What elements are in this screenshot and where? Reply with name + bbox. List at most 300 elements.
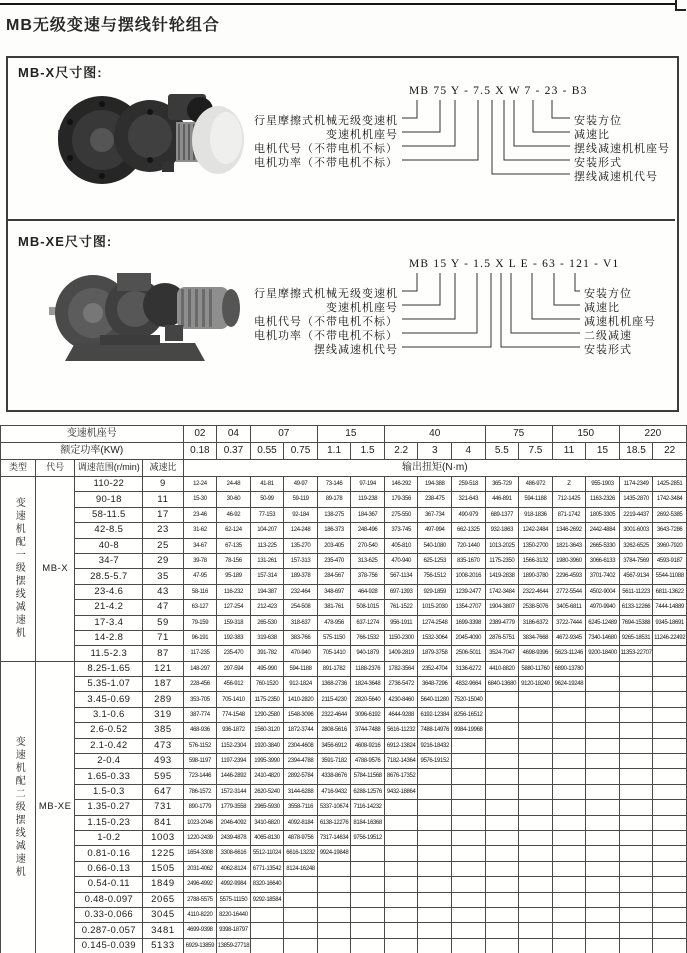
seat-group-cell: 40 xyxy=(384,426,485,443)
torque-cell: 2352-4704 xyxy=(418,661,452,676)
torque-cell: 3558-7116 xyxy=(284,800,318,815)
torque-cell: 1572-3144 xyxy=(217,784,251,799)
torque-cell xyxy=(653,677,687,692)
torque-cell xyxy=(519,692,553,707)
table-row xyxy=(1,692,687,707)
torque-cell: 2322-4644 xyxy=(317,707,351,722)
table-row xyxy=(1,754,687,769)
torque-cell: 284-567 xyxy=(317,569,351,584)
torque-cell: 2538-5076 xyxy=(519,600,553,615)
speed-cell: 34-7 xyxy=(75,553,143,568)
torque-cell xyxy=(653,692,687,707)
torque-cell: 124-248 xyxy=(284,523,318,538)
mbx-product-photo xyxy=(50,88,245,193)
torque-cell: 1013-2025 xyxy=(485,538,519,553)
torque-cell xyxy=(619,846,653,861)
table-row xyxy=(1,584,687,599)
torque-cell: 9432-18864 xyxy=(384,784,418,799)
torque-cell: 9120-18240 xyxy=(519,677,553,692)
torque-cell: 4672-9345 xyxy=(552,630,586,645)
torque-cell: 1824-3648 xyxy=(351,677,385,692)
mbxe-label-mount-form: 安装形式 xyxy=(584,344,632,356)
torque-cell: 871-1742 xyxy=(552,507,586,522)
table-row xyxy=(1,523,687,538)
torque-cell xyxy=(519,784,553,799)
torque-cell: 39-78 xyxy=(183,553,217,568)
torque-cell: 774-1548 xyxy=(217,707,251,722)
torque-cell: 31-62 xyxy=(183,523,217,538)
torque-cell xyxy=(485,830,519,845)
torque-cell xyxy=(619,754,653,769)
torque-cell: 2965-5930 xyxy=(250,800,284,815)
torque-cell: 932-1863 xyxy=(485,523,519,538)
torque-cell: 59-119 xyxy=(284,492,318,507)
table-row xyxy=(1,443,687,460)
torque-cell xyxy=(452,923,486,938)
torque-cell xyxy=(552,830,586,845)
torque-cell xyxy=(384,877,418,892)
torque-cell xyxy=(552,861,586,876)
power-cell: 0.18 xyxy=(183,443,217,460)
torque-cell xyxy=(519,938,553,953)
torque-cell: 254-508 xyxy=(284,600,318,615)
torque-cell: 594-1188 xyxy=(519,492,553,507)
mbxe-label-variator: 行星摩擦式机械无级变速机 xyxy=(254,288,398,300)
torque-cell: 319-638 xyxy=(250,630,284,645)
torque-cell: 1532-3064 xyxy=(418,630,452,645)
torque-cell: 760-1520 xyxy=(250,677,284,692)
torque-cell xyxy=(552,938,586,953)
torque-cell: 662-1325 xyxy=(452,523,486,538)
ratio-cell: 1003 xyxy=(143,830,183,845)
torque-cell: 9984-19968 xyxy=(452,723,486,738)
ratio-cell: 2065 xyxy=(143,892,183,907)
ratio-cell: 647 xyxy=(143,784,183,799)
table-row xyxy=(1,460,687,477)
torque-cell: 5611-11223 xyxy=(619,584,653,599)
torque-cell xyxy=(384,846,418,861)
speed-cell: 5.35-1.07 xyxy=(75,677,143,692)
torque-cell xyxy=(519,892,553,907)
torque-cell xyxy=(552,907,586,922)
torque-cell: 3643-7286 xyxy=(653,523,687,538)
table-row xyxy=(1,661,687,676)
torque-cell xyxy=(418,877,452,892)
torque-cell xyxy=(452,846,486,861)
torque-cell: 73-146 xyxy=(317,477,351,492)
torque-cell: 365-729 xyxy=(485,477,519,492)
torque-cell: 3834-7668 xyxy=(519,630,553,645)
torque-cell: 2115-4230 xyxy=(317,692,351,707)
torque-cell: 2736-5472 xyxy=(384,677,418,692)
torque-cell xyxy=(586,815,620,830)
power-cell: 11 xyxy=(552,443,586,460)
torque-cell: 5623-11246 xyxy=(552,646,586,661)
torque-cell: 7317-14634 xyxy=(317,830,351,845)
torque-cell xyxy=(586,938,620,953)
group-type-cell: 变速机配二级摆线减速机 xyxy=(1,661,36,953)
torque-cell xyxy=(552,800,586,815)
torque-cell xyxy=(452,877,486,892)
mbxe-label-frame: 变速机机座号 xyxy=(326,302,398,314)
torque-cell xyxy=(317,877,351,892)
torque-cell xyxy=(452,800,486,815)
mbx-label-motor-code: 电机代号（不带电机不标） xyxy=(254,143,398,155)
torque-cell xyxy=(284,892,318,907)
torque-cell xyxy=(418,938,452,953)
torque-cell xyxy=(586,707,620,722)
speed-cell: 11.5-2.3 xyxy=(75,646,143,661)
mbx-label-mount-form: 安装形式 xyxy=(574,157,622,169)
torque-cell xyxy=(619,800,653,815)
ratio-cell: 3045 xyxy=(143,907,183,922)
torque-cell xyxy=(284,907,318,922)
torque-cell: 1242-2484 xyxy=(519,523,553,538)
torque-cell: 116-232 xyxy=(217,584,251,599)
torque-cell: 9345-18691 xyxy=(653,615,687,630)
torque-cell: 4593-9187 xyxy=(653,553,687,568)
torque-cell: 30-60 xyxy=(217,492,251,507)
ratio-cell: 25 xyxy=(143,538,183,553)
torque-cell: 4410-8820 xyxy=(485,661,519,676)
torque-cell: 4788-9576 xyxy=(351,754,385,769)
torque-cell: 62-124 xyxy=(217,523,251,538)
ratio-cell: 1849 xyxy=(143,877,183,892)
torque-cell xyxy=(317,861,351,876)
torque-cell: 1290-2580 xyxy=(250,707,284,722)
torque-cell xyxy=(485,815,519,830)
torque-cell: 47-95 xyxy=(183,569,217,584)
torque-cell: 2442-4884 xyxy=(586,523,620,538)
torque-cell: 46-92 xyxy=(217,507,251,522)
torque-cell xyxy=(653,707,687,722)
speed-cell: 8.25-1.65 xyxy=(75,661,143,676)
torque-cell: 4992-9984 xyxy=(217,877,251,892)
torque-cell xyxy=(452,892,486,907)
torque-cell xyxy=(452,907,486,922)
torque-cell xyxy=(351,861,385,876)
torque-cell: 456-912 xyxy=(217,677,251,692)
torque-cell xyxy=(619,815,653,830)
speed-cell: 1.15-0.23 xyxy=(75,815,143,830)
torque-cell xyxy=(485,784,519,799)
power-cell: 18.5 xyxy=(619,443,653,460)
torque-cell: 4065-8130 xyxy=(250,830,284,845)
torque-cell: 486-972 xyxy=(519,477,553,492)
torque-cell: 6840-13680 xyxy=(485,677,519,692)
torque-cell: 1566-3132 xyxy=(519,553,553,568)
group-code-cell: MB-X xyxy=(36,477,75,662)
torque-cell: 381-761 xyxy=(317,600,351,615)
torque-cell: 378-756 xyxy=(351,569,385,584)
speed-header-cell: 调速范围(r/min) xyxy=(75,460,143,477)
torque-cell: 3186-6372 xyxy=(519,615,553,630)
torque-cell xyxy=(418,800,452,815)
torque-cell: 7182-14364 xyxy=(384,754,418,769)
torque-cell: 8220-16440 xyxy=(217,907,251,922)
torque-cell: 4092-8184 xyxy=(284,815,318,830)
torque-cell xyxy=(519,769,553,784)
ratio-cell: 43 xyxy=(143,584,183,599)
ratio-cell: 23 xyxy=(143,523,183,538)
torque-cell: 2808-5616 xyxy=(317,723,351,738)
torque-cell xyxy=(485,907,519,922)
torque-cell xyxy=(653,646,687,661)
section-divider xyxy=(6,219,675,221)
torque-cell: 1410-2820 xyxy=(284,692,318,707)
power-cell: 0.37 xyxy=(217,443,251,460)
mbxe-product-photo xyxy=(45,265,245,370)
torque-cell xyxy=(485,754,519,769)
power-cell: 15 xyxy=(586,443,620,460)
torque-cell xyxy=(586,800,620,815)
torque-cell: 2410-4820 xyxy=(250,769,284,784)
torque-cell xyxy=(552,738,586,753)
torque-cell xyxy=(586,784,620,799)
torque-cell xyxy=(485,892,519,907)
torque-cell xyxy=(653,815,687,830)
torque-cell: 508-1015 xyxy=(351,600,385,615)
torque-cell xyxy=(586,769,620,784)
torque-cell: 9756-19512 xyxy=(351,830,385,845)
torque-cell: 5616-11232 xyxy=(384,723,418,738)
speed-cell: 28.5-5.7 xyxy=(75,569,143,584)
torque-cell: 1779-3558 xyxy=(217,800,251,815)
torque-cell: 6288-12576 xyxy=(351,784,385,799)
torque-cell: 4110-8220 xyxy=(183,907,217,922)
speed-cell: 14-2.8 xyxy=(75,630,143,645)
torque-cell: 540-1080 xyxy=(418,538,452,553)
torque-cell: 6133-12266 xyxy=(619,600,653,615)
torque-cell xyxy=(351,846,385,861)
ratio-cell: 17 xyxy=(143,507,183,522)
torque-cell: 8256-16512 xyxy=(452,707,486,722)
speed-cell: 110-22 xyxy=(75,477,143,492)
torque-cell: 9624-19248 xyxy=(552,677,586,692)
torque-cell xyxy=(519,923,553,938)
torque-cell: 259-518 xyxy=(452,477,486,492)
torque-cell: 228-456 xyxy=(183,677,217,692)
power-cell: 5.5 xyxy=(485,443,519,460)
ratio-cell: 731 xyxy=(143,800,183,815)
torque-cell: 6192-12384 xyxy=(418,707,452,722)
torque-cell: 348-697 xyxy=(317,584,351,599)
torque-cell xyxy=(519,861,553,876)
torque-cell: 1821-3643 xyxy=(552,538,586,553)
torque-cell: 1782-3564 xyxy=(384,661,418,676)
torque-cell: 1435-2870 xyxy=(619,492,653,507)
torque-cell: 2788-5575 xyxy=(183,892,217,907)
torque-cell: 940-1879 xyxy=(351,646,385,661)
torque-cell: 1239-2477 xyxy=(452,584,486,599)
torque-cell: 391-782 xyxy=(250,646,284,661)
speed-cell: 0.145-0.039 xyxy=(75,938,143,953)
seat-label-cell: 变速机座号 xyxy=(1,426,184,443)
torque-cell xyxy=(586,661,620,676)
torque-cell xyxy=(250,923,284,938)
ratio-cell: 289 xyxy=(143,692,183,707)
torque-cell: 594-1188 xyxy=(284,661,318,676)
torque-cell: 50-99 xyxy=(250,492,284,507)
torque-cell: 3701-7402 xyxy=(586,569,620,584)
torque-cell xyxy=(519,877,553,892)
torque-cell: 3405-6811 xyxy=(552,600,586,615)
torque-cell: 2876-5751 xyxy=(485,630,519,645)
ratio-cell: 121 xyxy=(143,661,183,676)
spec-table-wrap xyxy=(0,425,687,953)
torque-cell xyxy=(384,815,418,830)
torque-cell xyxy=(653,738,687,753)
torque-cell xyxy=(418,815,452,830)
torque-cell: 15-30 xyxy=(183,492,217,507)
torque-cell: 3648-7296 xyxy=(418,677,452,692)
torque-cell: 1354-2707 xyxy=(452,600,486,615)
torque-cell xyxy=(619,692,653,707)
torque-cell: 1699-3398 xyxy=(452,615,486,630)
torque-cell: 9292-18584 xyxy=(250,892,284,907)
torque-cell xyxy=(653,877,687,892)
torque-cell: 2892-5784 xyxy=(284,769,318,784)
speed-cell: 0.33-0.066 xyxy=(75,907,143,922)
torque-cell: 1175-2350 xyxy=(250,692,284,707)
torque-cell: 470-940 xyxy=(284,646,318,661)
torque-cell: 117-235 xyxy=(183,646,217,661)
torque-cell xyxy=(485,861,519,876)
torque-cell: 697-1393 xyxy=(384,584,418,599)
torque-cell: 2394-4788 xyxy=(284,754,318,769)
torque-cell xyxy=(552,877,586,892)
code-header-cell: 代号 xyxy=(36,460,75,477)
torque-cell xyxy=(519,846,553,861)
torque-cell: 248-496 xyxy=(351,523,385,538)
torque-cell xyxy=(552,815,586,830)
torque-cell: 3722-7444 xyxy=(552,615,586,630)
speed-cell: 17-3.4 xyxy=(75,615,143,630)
mbxe-label-cyclo-code: 摆线减速机代号 xyxy=(314,344,398,356)
speed-cell: 58-11.5 xyxy=(75,507,143,522)
torque-cell: 1742-3484 xyxy=(653,492,687,507)
torque-cell: 576-1152 xyxy=(183,738,217,753)
torque-cell: 2439-4878 xyxy=(217,830,251,845)
speed-cell: 21-4.2 xyxy=(75,600,143,615)
torque-cell: 2219-4437 xyxy=(619,507,653,522)
torque-cell: 4567-9134 xyxy=(619,569,653,584)
torque-cell: 918-1836 xyxy=(519,507,553,522)
torque-cell: 232-464 xyxy=(284,584,318,599)
torque-cell: 7340-14680 xyxy=(586,630,620,645)
ratio-cell: 5133 xyxy=(143,938,183,953)
torque-cell: 8320-16640 xyxy=(250,877,284,892)
torque-cell: 4062-8124 xyxy=(217,861,251,876)
torque-cell: 689-1377 xyxy=(485,507,519,522)
torque-cell xyxy=(653,892,687,907)
torque-cell: 912-1824 xyxy=(284,677,318,692)
page-title: MB无级变速与摆线针轮组合 xyxy=(6,17,220,34)
torque-cell: 1872-3744 xyxy=(284,723,318,738)
ratio-cell: 59 xyxy=(143,615,183,630)
speed-cell: 40-8 xyxy=(75,538,143,553)
torque-cell xyxy=(351,938,385,953)
torque-cell: 353-705 xyxy=(183,692,217,707)
table-row xyxy=(1,784,687,799)
mbx-label-mount-position: 安装方位 xyxy=(574,115,622,127)
torque-cell: 1346-2692 xyxy=(552,523,586,538)
torque-cell: 23-46 xyxy=(183,507,217,522)
torque-cell: 157-313 xyxy=(284,553,318,568)
torque-cell: 637-1274 xyxy=(351,615,385,630)
torque-cell: 3144-6288 xyxy=(284,784,318,799)
torque-cell: 890-1779 xyxy=(183,800,217,815)
torque-cell xyxy=(250,938,284,953)
torque-cell: 720-1440 xyxy=(452,538,486,553)
torque-cell: 1150-2300 xyxy=(384,630,418,645)
torque-cell xyxy=(586,877,620,892)
torque-cell: 1163-2326 xyxy=(586,492,620,507)
torque-cell xyxy=(586,692,620,707)
torque-cell: 7488-14976 xyxy=(418,723,452,738)
torque-cell: 1446-2892 xyxy=(217,769,251,784)
torque-cell: 7694-15388 xyxy=(619,615,653,630)
table-row xyxy=(1,646,687,661)
torque-cell xyxy=(485,800,519,815)
table-row xyxy=(1,538,687,553)
torque-cell: 468-936 xyxy=(183,723,217,738)
power-cell: 2.2 xyxy=(384,443,418,460)
torque-cell: 1560-3120 xyxy=(250,723,284,738)
torque-cell: 956-1911 xyxy=(384,615,418,630)
torque-cell: 6890-13780 xyxy=(552,661,586,676)
torque-cell: 1425-2851 xyxy=(653,477,687,492)
torque-cell xyxy=(418,830,452,845)
speed-cell: 0.48-0.097 xyxy=(75,892,143,907)
torque-cell: 1409-2819 xyxy=(384,646,418,661)
ratio-cell: 87 xyxy=(143,646,183,661)
torque-cell xyxy=(519,707,553,722)
torque-cell: 9265-18531 xyxy=(619,630,653,645)
torque-cell: 104-207 xyxy=(250,523,284,538)
torque-cell xyxy=(452,861,486,876)
torque-cell: 4338-8676 xyxy=(317,769,351,784)
torque-cell xyxy=(519,907,553,922)
torque-cell: 5640-11280 xyxy=(418,692,452,707)
power-cell: 0.55 xyxy=(250,443,284,460)
torque-cell: 1023-2046 xyxy=(183,815,217,830)
torque-cell: 5544-11088 xyxy=(653,569,687,584)
torque-cell xyxy=(619,923,653,938)
torque-cell xyxy=(418,923,452,938)
table-row xyxy=(1,923,687,938)
torque-cell xyxy=(653,754,687,769)
torque-cell xyxy=(519,738,553,753)
torque-cell xyxy=(351,892,385,907)
torque-cell xyxy=(619,784,653,799)
mbxe-label-reducer-frame: 减速机机座号 xyxy=(584,316,656,328)
torque-cell: 891-1782 xyxy=(317,661,351,676)
power-cell: 0.75 xyxy=(284,443,318,460)
torque-cell xyxy=(519,800,553,815)
torque-cell: 2389-4779 xyxy=(485,615,519,630)
torque-cell: Z xyxy=(552,477,586,492)
torque-cell: 9200-18400 xyxy=(586,646,620,661)
torque-cell: 446-891 xyxy=(485,492,519,507)
speed-cell: 1-0.2 xyxy=(75,830,143,845)
torque-cell: 192-383 xyxy=(217,630,251,645)
torque-cell: 490-979 xyxy=(452,507,486,522)
torque-cell xyxy=(284,877,318,892)
table-row xyxy=(1,800,687,815)
torque-cell: 625-1253 xyxy=(418,553,452,568)
speed-cell: 90-18 xyxy=(75,492,143,507)
